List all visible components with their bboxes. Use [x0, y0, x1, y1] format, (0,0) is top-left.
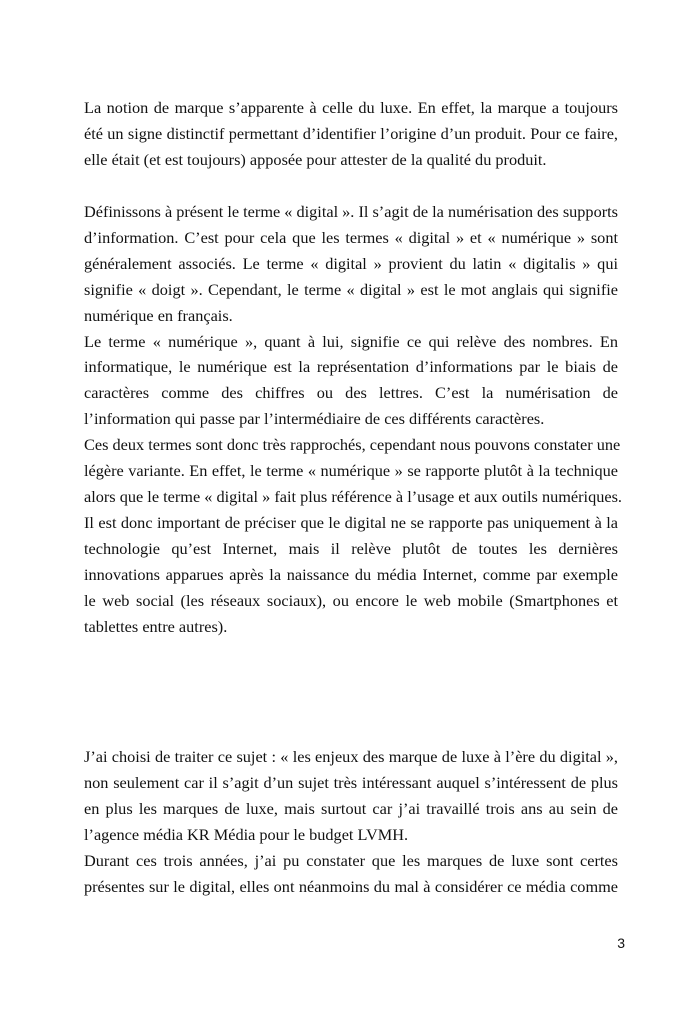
- text-line: innovations apparues après la naissance du média Internet, comme par exemple: [84, 564, 618, 584]
- text-line: J’ai choisi de traiter ce sujet : « les enjeux des marque de luxe à l’ère du digital »,: [84, 747, 618, 766]
- text-line: le web social (les réseaux sociaux), ou encore le web mobile (Smartphones et: [84, 590, 618, 610]
- text-line: non seulement car il s’agit d’un sujet très intéressant auquel s’intéressent de plus: [84, 772, 618, 792]
- text-line: caractères comme des chiffres ou des lettres. C’est la numérisation de: [84, 383, 618, 403]
- text-line: l’agence média KR Média pour le budget LVMH.: [84, 824, 409, 844]
- paragraph-digital-definition: [84, 199, 622, 639]
- text-line: présentes sur le digital, elles ont néanmoins du mal à considérer ce média comme: [84, 876, 618, 896]
- text-line: Il est donc important de préciser que le digital ne se rapporte pas uniquement à la: [84, 512, 618, 532]
- text-line: signifie « doigt ». Cependant, le terme « digital » est le mot anglais qui signifie: [84, 279, 618, 299]
- text-line: légère variante. En effet, le terme « numérique » se rapporte plutôt à la technique: [84, 461, 618, 481]
- text-line: informatique, le numérique est la représentation d’informations par le biais de: [84, 357, 618, 377]
- text-line: La notion de marque s’apparente à celle du luxe. En effet, la marque a toujours: [84, 98, 618, 117]
- text-line: généralement associés. Le terme « digital » provient du latin « digitalis » qui: [84, 253, 618, 273]
- text-line: numérique en français.: [84, 305, 233, 325]
- text-line: d’information. C’est pour cela que les termes « digital » et « numérique » sont: [84, 227, 618, 247]
- text-line: Le terme « numérique », quant à lui, signifie ce qui relève des nombres. En: [84, 331, 618, 351]
- text-line: technologie qu’est Internet, mais il relève plutôt de toutes les dernières: [84, 538, 618, 558]
- page-number: 3: [617, 935, 625, 951]
- paragraph-subject-choice: [84, 744, 618, 899]
- text-line: en plus les marques de luxe, mais surtout car j’ai travaillé trois ans au sein de: [84, 798, 618, 818]
- text-line: tablettes entre autres).: [84, 616, 228, 636]
- text-line: alors que le terme « digital » fait plus référence à l’usage et aux outils numériques.: [84, 486, 622, 506]
- text-line: l’information qui passe par l’intermédiaire de ces différents caractères.: [84, 409, 545, 429]
- paragraph-brand-luxury: [84, 95, 618, 173]
- text-line: été un signe distinctif permettant d’identifier l’origine d’un produit. Pour ce faire,: [84, 123, 618, 143]
- text-line: Ces deux termes sont donc très rapprochés, cependant nous pouvons constater une: [84, 435, 621, 455]
- text-line: Durant ces trois années, j’ai pu constater que les marques de luxe sont certes: [84, 850, 618, 870]
- text-line: Définissons à présent le terme « digital ». Il s’agit de la numérisation des supports: [84, 202, 618, 221]
- text-line: elle était (et est toujours) apposée pour attester de la qualité du produit.: [84, 149, 547, 169]
